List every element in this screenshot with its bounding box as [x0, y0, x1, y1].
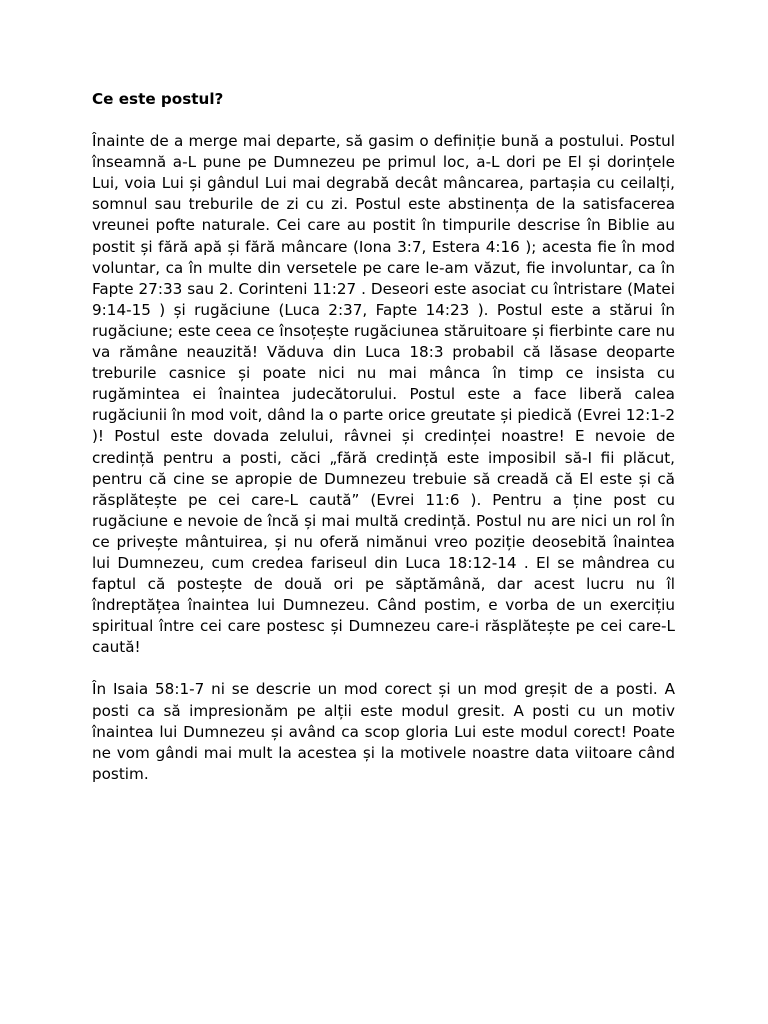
paragraph-isaiah: În Isaia 58:1-7 ni se descrie un mod corect și un mod greșit de a posti. A posti ca să impresionăm pe alții este modul gresit. A posti cu un motiv înaintea lui Dumnezeu și având ca scop gloria Lui este modul corect! Poate ne vom gândi mai mult la acestea și la motivele noastre data viitoare când postim.: [92, 680, 675, 783]
document-page: [92, 89, 675, 785]
paragraph-definition: Înainte de a merge mai departe, să gasim o definiție bună a postului. Postul înseamnă a-L pune pe Dumnezeu pe primul loc, a-L dori pe El și dorințele Lui, voia Lui și gândul Lui mai degrabă decât mâncarea, partașia cu ceilalți, somnul sau treburile de zi cu zi. Postul este abstinența de la satisfacerea vreunei pofte naturale. Cei care au postit în timpurile descrise în Biblie au postit și fără apă și fără mâncare (Iona 3:7, Estera 4:16 ); acesta fie în mod voluntar, ca în multe din versetele pe care le-am văzut, fie involuntar, ca în Fapte 27:33 sau 2. Corinteni 11:27 . Deseori este asociat cu întristare (Matei 9:14-15 ) și rugăciune (Luca 2:37, Fapte 14:23 ). Postul este a stărui în rugăciune; este ceea ce însoțește rugăciunea stăruitoare și fierbinte care nu va rămâne neauzită! Văduva din Luca 18:3 probabil că lăsase deoparte treburile casnice și poate nici nu mai mânca în timp ce insista cu rugămintea ei înaintea judecătorului. Postul este a face liberă calea rugăciunii în mod voit, dând la o parte orice greutate și piedică (Evrei 12:1-2 )! Postul este dovada zelului, râvnei și credinței noastre! E nevoie de credință pentru a posti, căci „fără credință este imposibil să-I fii plăcut, pentru că cine se apropie de Dumnezeu trebuie să creadă că El este și că răsplătește pe cei care-L caută” (Evrei 11:6 ). Pentru a ține post cu rugăciune e nevoie de încă și mai multă credință. Postul nu are nici un rol în ce privește mântuirea, și nu oferă nimănui vreo poziție deosebită înaintea lui Dumnezeu, cum credea fariseul din Luca 18:12-14 . El se mândrea cu faptul că postește de două ori pe săptămână, dar acest lucru nu îl îndreptățea înaintea lui Dumnezeu. Când postim, e vorba de un exercițiu spiritual între cei care postesc și Dumnezeu care-i răsplătește pe cei care-L caută!: [92, 132, 675, 657]
document-title: Ce este postul?: [92, 90, 224, 108]
